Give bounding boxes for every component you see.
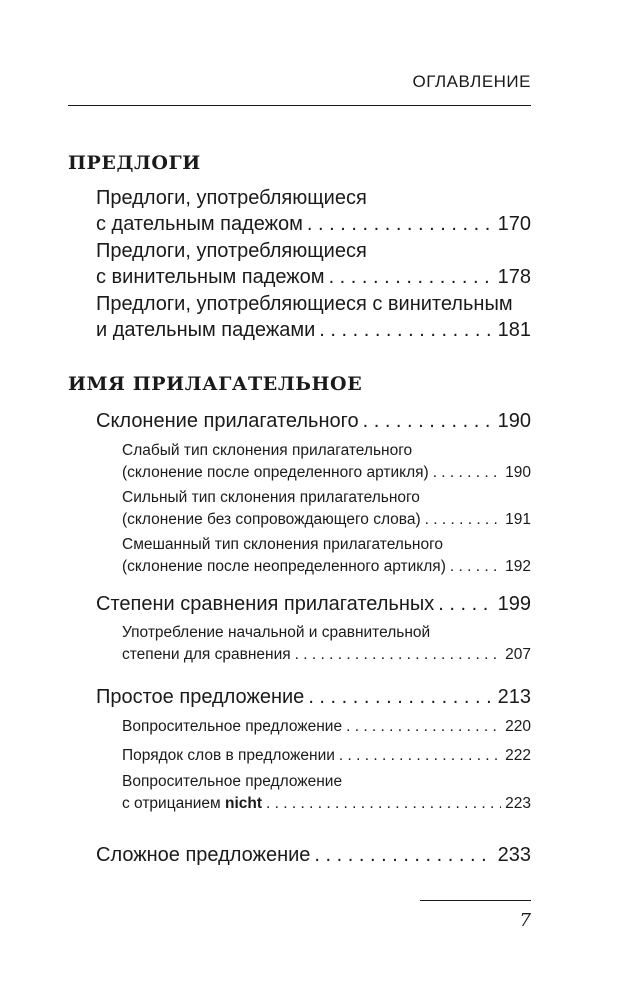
toc-entry-line2: с дательным падежом	[96, 213, 303, 235]
section-title-prepositions: ПРЕДЛОГИ	[68, 152, 201, 174]
toc-page-number: 223	[505, 795, 531, 812]
toc-subentry[interactable]	[122, 487, 531, 531]
toc-entry-line2: (склонение после неопределенного артикля)	[122, 558, 446, 575]
toc-subentry[interactable]	[122, 716, 531, 738]
toc-subentry[interactable]	[122, 534, 531, 578]
leader-dots	[425, 509, 501, 531]
toc-page-number: 233	[497, 844, 531, 866]
leader-dots	[339, 745, 501, 767]
toc-entry[interactable]	[96, 408, 531, 434]
toc-entry[interactable]	[96, 238, 531, 290]
toc-entry[interactable]	[96, 291, 531, 343]
toc-page-number: 170	[497, 213, 531, 235]
toc-entry[interactable]	[96, 185, 531, 237]
toc-page-number: 190	[505, 464, 531, 481]
leader-dots	[319, 317, 493, 343]
leader-dots	[308, 684, 493, 710]
toc-entry-line2: и дательным падежами	[96, 319, 316, 341]
running-head: ОГЛАВЛЕНИЕ	[412, 72, 531, 91]
toc-page-number: 190	[497, 410, 531, 432]
toc-entry-line1: Предлоги, употребляющиеся	[96, 240, 367, 262]
toc-entry[interactable]	[96, 842, 531, 868]
toc-entry[interactable]	[96, 591, 531, 617]
leader-dots	[295, 644, 501, 666]
toc-entry-line2: (склонение после определенного артикля)	[122, 464, 429, 481]
toc-entry-line2: Сложное предложение	[96, 844, 311, 866]
toc-page-number: 222	[505, 747, 531, 764]
toc-entry-line2: (склонение без сопровождающего слова)	[122, 511, 421, 528]
toc-entry-line1: Слабый тип склонения прилагательного	[122, 442, 413, 459]
header-rule	[68, 105, 531, 106]
toc-entry-line1: Смешанный тип склонения прилагательного	[122, 536, 444, 553]
leader-dots	[307, 211, 494, 237]
leader-dots	[346, 716, 501, 738]
toc-page-number: 178	[497, 266, 531, 288]
toc-entry-line2: Вопросительное предложение	[122, 718, 343, 735]
toc-entry-line2-text: с отрицанием	[122, 795, 226, 812]
toc-entry-bold-word: nicht	[225, 795, 263, 812]
toc-entry-line1: Предлоги, употребляющиеся с винительным	[96, 293, 513, 315]
leader-dots	[329, 264, 494, 290]
leader-dots	[314, 842, 493, 868]
toc-entry-line2: Склонение прилагательного	[96, 410, 359, 432]
toc-page-number: 181	[497, 319, 531, 341]
toc-entry-line2: Степени сравнения прилагательных	[96, 593, 435, 615]
toc-entry-line1: Предлоги, употребляющиеся	[96, 187, 367, 209]
toc-entry-line2: Простое предложение	[96, 686, 305, 708]
toc-page-number: 220	[505, 718, 531, 735]
toc-entry[interactable]	[96, 684, 531, 710]
toc-entry-line2: степени для сравнения	[122, 646, 291, 663]
leader-dots	[438, 591, 493, 617]
toc-entry-line2: с винительным падежом	[96, 266, 325, 288]
leader-dots	[363, 408, 494, 434]
leader-dots	[450, 556, 501, 578]
toc-entry-line1: Вопросительное предложение	[122, 773, 343, 790]
toc-subentry[interactable]	[122, 771, 531, 815]
footer-rule	[420, 900, 531, 901]
toc-entry-line1: Употребление начальной и сравнительной	[122, 624, 431, 641]
section-title-adjective: ИМЯ ПРИЛАГАТЕЛЬНОЕ	[68, 373, 363, 395]
toc-entry-line1: Сильный тип склонения прилагательного	[122, 489, 420, 506]
toc-page-number: 199	[497, 593, 531, 615]
toc-entry-line2: Порядок слов в предложении	[122, 747, 335, 764]
toc-entry-line2	[122, 793, 262, 815]
toc-page-number: 213	[497, 686, 531, 708]
toc-subentry[interactable]	[122, 440, 531, 484]
page-number: 7	[519, 910, 531, 931]
toc-page-number: 192	[505, 558, 531, 575]
leader-dots	[433, 462, 501, 484]
toc-page-number: 191	[505, 511, 531, 528]
toc-subentry[interactable]	[122, 622, 531, 666]
toc-page-number: 207	[505, 646, 531, 663]
leader-dots	[266, 793, 501, 815]
toc-subentry[interactable]	[122, 745, 531, 767]
